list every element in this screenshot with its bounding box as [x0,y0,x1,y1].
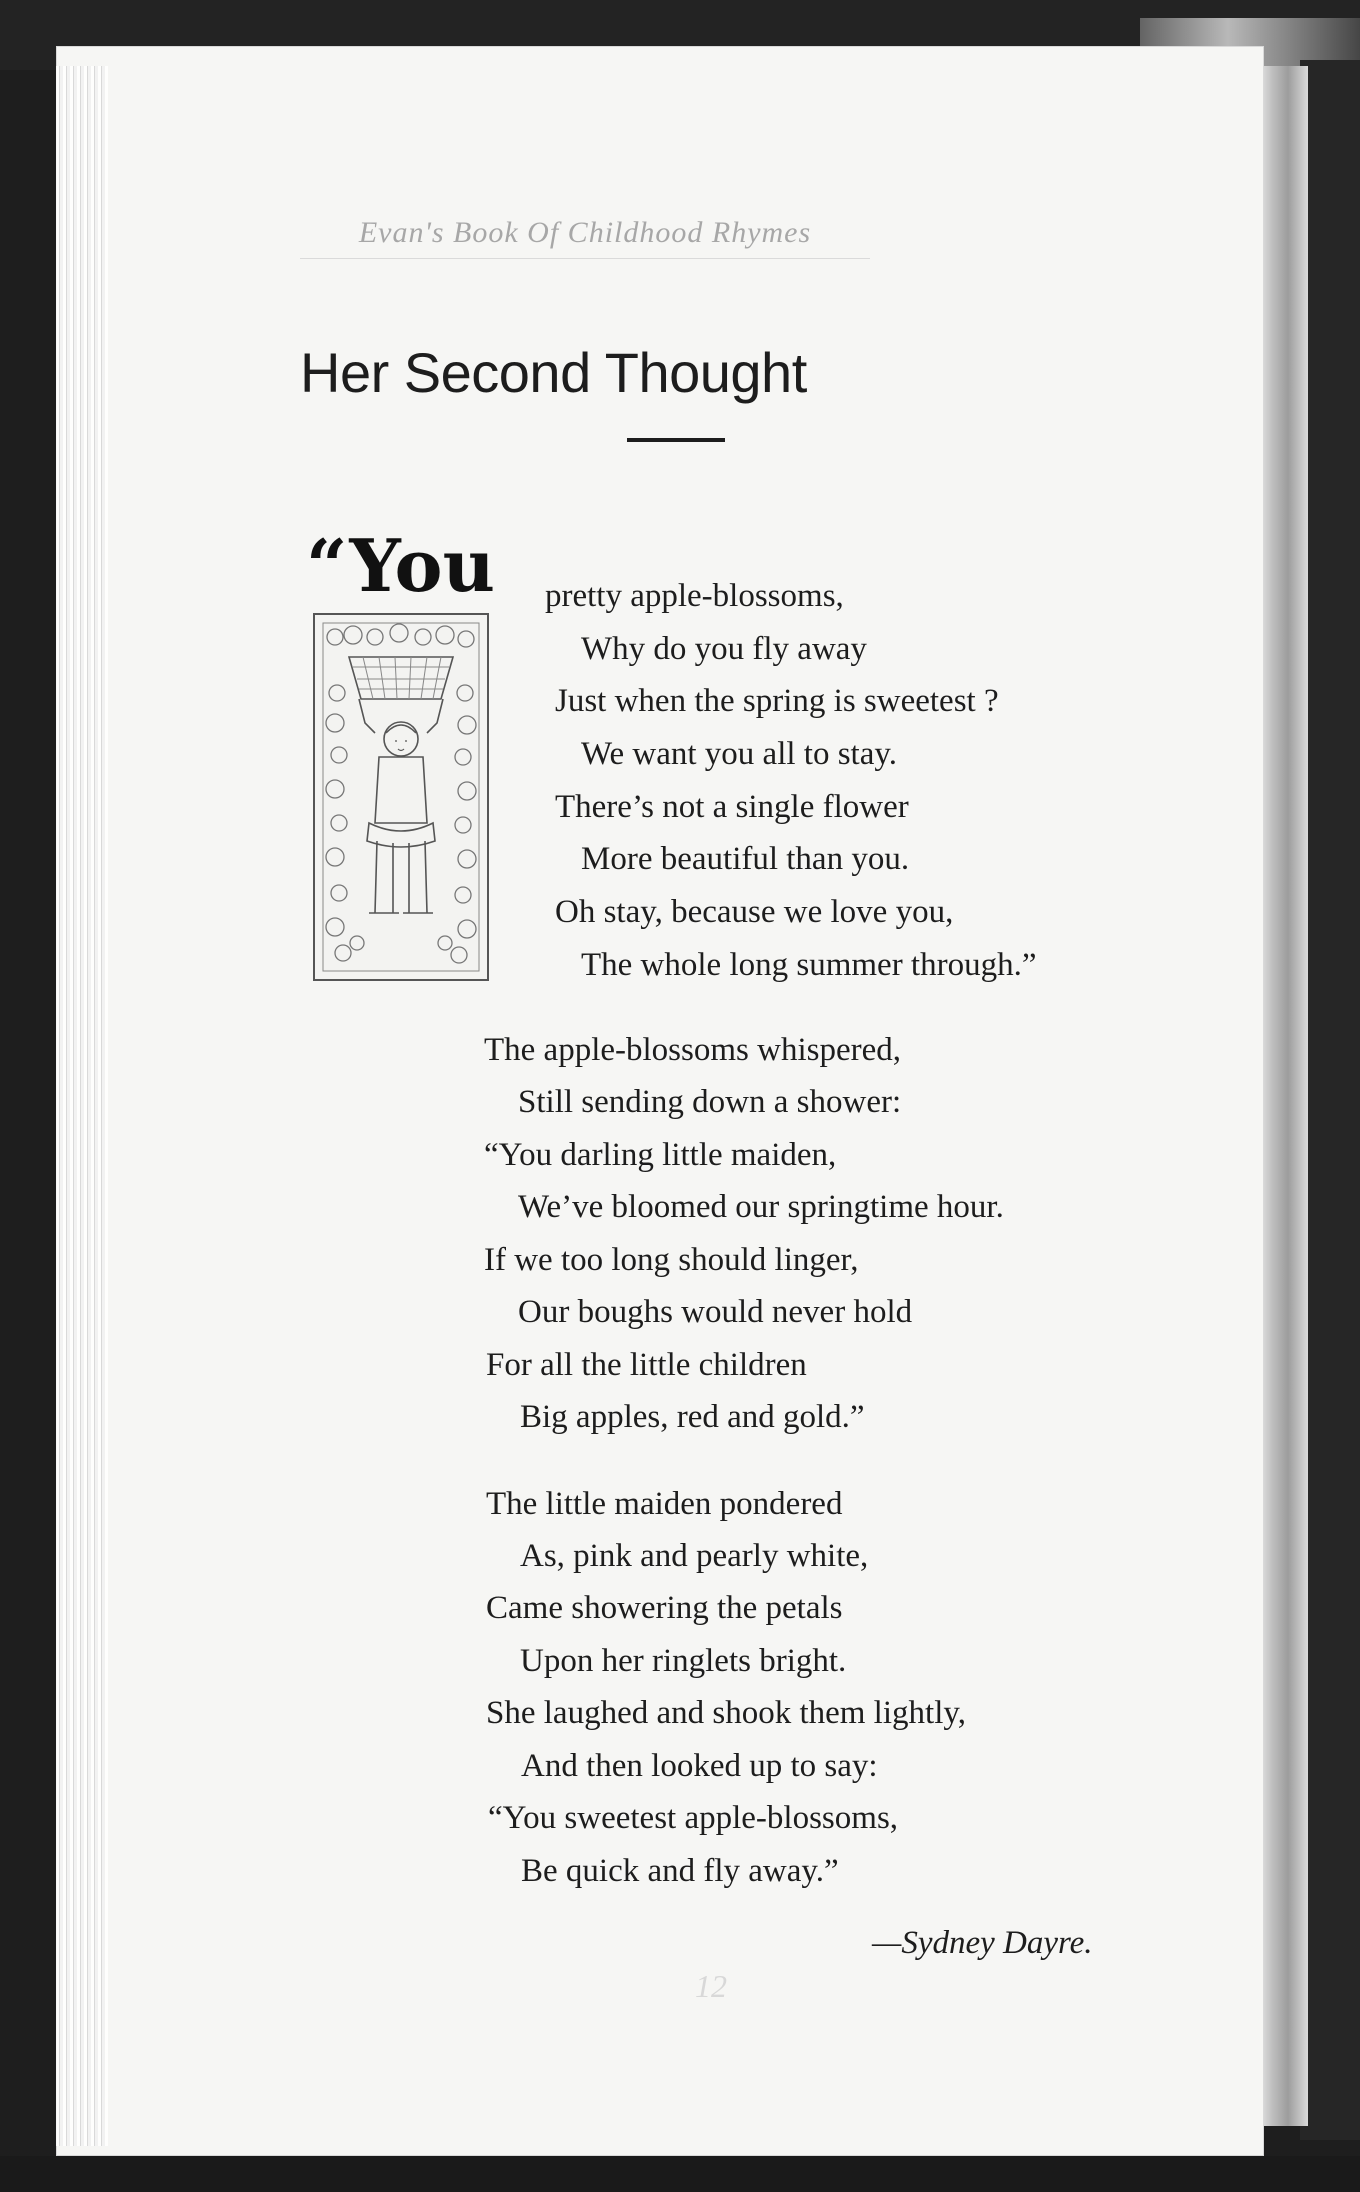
stanza-1-line-3: Just when the spring is sweetest ? [555,683,999,719]
stanza-3-line-4: Upon her ringlets bright. [520,1643,847,1679]
stanza-3-line-8: Be quick and fly away.” [521,1853,839,1889]
title-rule [627,438,725,442]
cherub-holding-flower-basket-icon [313,613,489,986]
page-number: 12 [695,1968,727,2004]
stanza-3-line-5: She laughed and shook them lightly, [486,1695,966,1731]
scan-background-bottom [0,2156,1360,2192]
poem-title: Her Second Thought [300,341,807,404]
scan-background-right [1300,60,1360,2140]
stanza-1-line-4: We want you all to stay. [581,736,897,772]
page-stack-right-edge [1258,66,1308,2126]
stanza-1-line-1: pretty apple-blossoms, [545,578,844,614]
stanza-3-line-7: “You sweetest apple-blossoms, [488,1800,899,1836]
stanza-2-line-2: Still sending down a shower: [518,1084,902,1120]
stanza-1-line-8: The whole long summer through.” [581,947,1037,983]
stanza-3-line-1: The little maiden pondered [486,1486,843,1522]
stanza-2-line-7: For all the little children [486,1347,807,1383]
stanza-1-line-6: More beautiful than you. [581,841,910,877]
stanza-2-line-3: “You darling little maiden, [484,1137,837,1173]
running-head-rule [300,258,870,259]
stanza-1-line-7: Oh stay, because we love you, [555,894,954,930]
stanza-3-line-2: As, pink and pearly white, [520,1538,869,1574]
attribution: —Sydney Dayre. [872,1925,1093,1961]
stanza-2-line-5: If we too long should linger, [484,1242,859,1278]
running-head: Evan's Book Of Childhood Rhymes [358,216,812,249]
stanza-2-line-4: We’ve bloomed our springtime hour. [518,1189,1004,1225]
stanza-1-line-2: Why do you fly away [581,631,867,667]
stanza-3-line-3: Came showering the petals [486,1590,843,1626]
page-stack-left-edge [56,66,108,2146]
stanza-1-line-5: There’s not a single flower [555,789,909,825]
stanza-2-line-1: The apple-blossoms whispered, [484,1032,901,1068]
dropcap: “You [306,523,495,608]
stanza-3-line-6: And then looked up to say: [521,1748,878,1784]
stanza-2-line-8: Big apples, red and gold.” [520,1399,865,1435]
stanza-2-line-6: Our boughs would never hold [518,1294,913,1330]
